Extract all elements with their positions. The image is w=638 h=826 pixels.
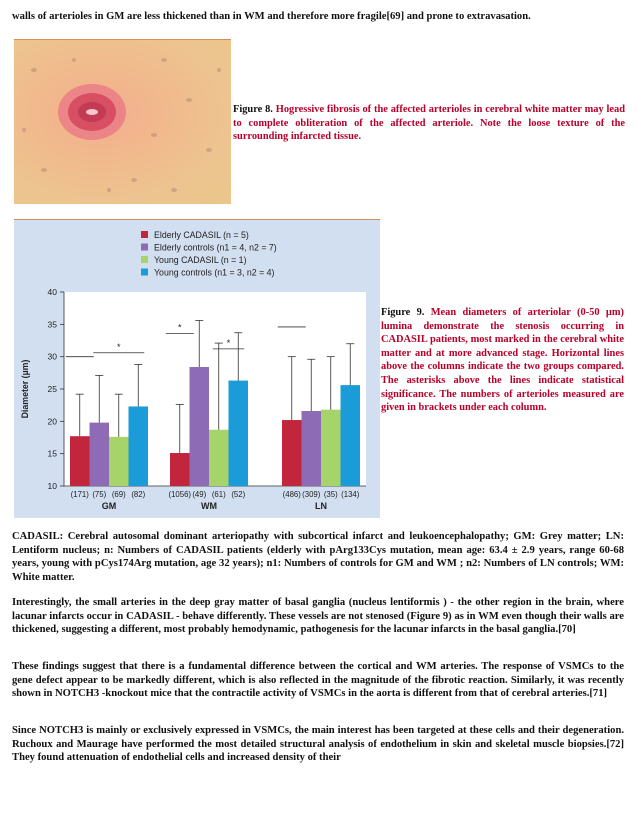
bar-GM-0 (70, 436, 90, 486)
count-label-WM-1: (49) (192, 490, 207, 499)
figure-8-micrograph (14, 39, 231, 204)
count-label-WM-3: (52) (231, 490, 246, 499)
count-label-GM-0: (171) (70, 490, 89, 499)
bar-LN-1 (302, 411, 322, 486)
count-label-GM-2: (69) (111, 490, 126, 499)
legend-label-2: Young CADASIL (n = 1) (154, 255, 247, 265)
bar-chart (14, 220, 380, 518)
count-label-GM-1: (75) (92, 490, 107, 499)
y-tick-label: 10 (47, 481, 57, 491)
significance-star-2: * (177, 322, 182, 333)
significance-star-3: * (226, 337, 231, 348)
figure-8-label: Figure 8. (233, 104, 273, 115)
bar-GM-1 (90, 423, 110, 486)
bar-GM-2 (109, 437, 129, 486)
count-label-LN-2: (35) (323, 490, 338, 499)
figure-9-caption (381, 306, 624, 415)
y-tick-label: 35 (47, 319, 57, 330)
paragraph-basal-ganglia: Interestingly, the small arteries in the deep gray matter of basal ganglia (nucleus lentiformis ) - the other region in the brain, where lacunar infarcts occur in CADASIL - behave differently. These vessels are not stenosed (Figure 9) as in WM even though their walls are thickened, suggesting a different, most probably hemodynamic, pathogenesis for the lacunar infarcts in the basal ganglia.[70] (12, 597, 624, 636)
category-label-WM: WM (201, 501, 217, 511)
y-tick-label: 15 (47, 448, 57, 459)
figure-8-caption-text: Hogressive fibrosis of the affected arterioles in cerebral white matter may lead to complete obliteration of the affected arteriole. Note the loose texture of the surrounding infarcted tissue. (233, 104, 625, 143)
count-label-WM-0: (1056) (168, 490, 192, 499)
significance-star-1: * (116, 341, 121, 352)
bar-WM-0 (170, 453, 190, 486)
legend-label-1: Elderly controls (n1 = 4, n2 = 7) (154, 242, 277, 253)
legend-label-3: Young controls (n1 = 3, n2 = 4) (154, 267, 275, 278)
bar-WM-3 (229, 381, 249, 486)
paragraph-top: walls of arterioles in GM are less thickened than in WM and therefore more fragile[69] and prone to extravasation. (12, 11, 531, 22)
bar-LN-0 (282, 420, 302, 486)
bar-WM-2 (209, 430, 229, 486)
y-tick-label: 40 (47, 287, 57, 297)
count-label-GM-3: (82) (131, 490, 146, 499)
count-label-LN-0: (486) (282, 490, 301, 499)
chart-labels (71, 490, 360, 511)
figure-9-label: Figure 9. (381, 307, 425, 318)
legend-swatch-1 (141, 244, 148, 251)
category-label-GM: GM (101, 501, 117, 511)
count-label-LN-3: (134) (341, 490, 360, 499)
figure-8-caption (233, 103, 625, 144)
paragraph-abbreviations: CADASIL: Cerebral autosomal dominant arteriopathy with subcortical infarct and leukoencephalopathy; GM: Grey matter; LN: Lentiform nucleus; n: Numbers of CADASIL patients (elderly with pArg133Cys mutation, mean age: 63.4 ± 2.9 years, range 60-68 years, young with pCys174Arg mutation, age 32 years); n1: Numbers of controls for GM and WM ; n2: Numbers of LN controls; WM: White matter. (12, 531, 624, 583)
count-label-LN-1: (309) (302, 490, 321, 499)
arteriole-cross-section (58, 84, 126, 140)
legend-swatch-2 (141, 256, 148, 263)
paragraph-notch3: Since NOTCH3 is mainly or exclusively expressed in VSMCs, the main interest has been targeted at these cells and their degeneration. Ruchoux and Maurage have performed the most detailed structural analysis of endothelium in skin and skeletal muscle biopsies.[72] They found attenuation of endothelial cells and increased density of their (12, 725, 624, 764)
y-axis-label: Diameter (µm) (20, 359, 30, 419)
figure-9-chart-panel (14, 219, 380, 518)
paragraph-cortical-wm: These findings suggest that there is a fundamental difference between the cortical and WM arteries. The response of VSMCs to the gene defect appear to be markedly different, which is also reflected in the magnitude of the fibrotic reaction. Similarly, it was recently shown in NOTCH3 -knockout mice that the contractile activity of VSMCs in the aorta is different from that of cerebral arteries.[71] (12, 661, 624, 700)
legend-swatch-3 (141, 269, 148, 276)
y-tick-label: 20 (47, 416, 57, 427)
micrograph-drawing (14, 40, 231, 204)
legend-label-0: Elderly CADASIL (n = 5) (154, 230, 249, 240)
y-tick-label: 25 (47, 384, 57, 394)
bar-LN-2 (321, 410, 341, 486)
chart-legend (141, 230, 277, 278)
legend-swatch-0 (141, 231, 148, 238)
figure-9-caption-text: Mean diameters of arteriolar (0-50 µm) lumina demonstrate the stenosis occurring in CADASIL patients, most marked in the cerebral white matter and at more advanced stage. Horizontal lines above the columns indicate the two groups compared. The asterisks above the lines indicate statistical significance. The numbers of arterioles measured are given in brackets under each column. (381, 307, 624, 414)
bar-GM-3 (129, 406, 149, 486)
category-label-LN: LN (315, 501, 327, 511)
y-tick-label: 30 (47, 351, 57, 362)
count-label-WM-2: (61) (211, 490, 226, 499)
bar-WM-1 (190, 367, 210, 486)
bar-LN-3 (341, 385, 361, 486)
